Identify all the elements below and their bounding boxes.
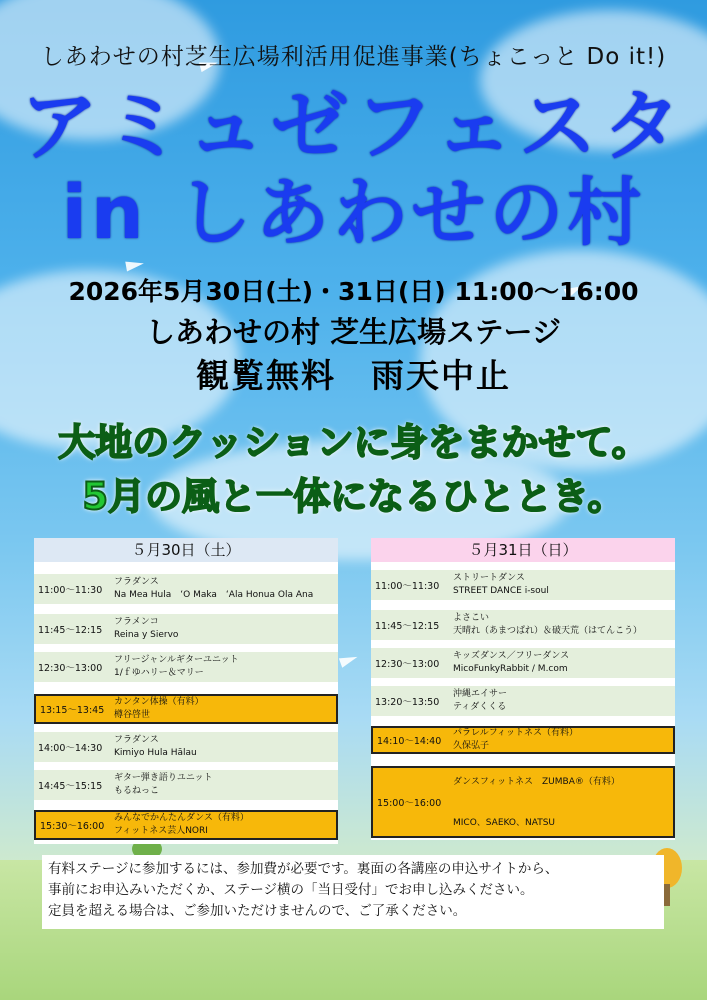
row-time: 14:45〜15:15 — [38, 781, 103, 792]
event-venue: しあわせの村 芝生広場ステージ — [146, 315, 561, 349]
schedule-day2 — [371, 538, 675, 840]
tree-trunk — [664, 884, 670, 906]
row-time: 15:30〜16:00 — [40, 821, 105, 832]
row-time: 14:10〜14:40 — [377, 736, 442, 747]
catchphrase-line1: 大地のクッションに身をまかせて。 — [58, 421, 649, 464]
row-time: 12:30〜13:00 — [375, 659, 440, 670]
row-act — [114, 696, 204, 722]
schedule-row — [371, 648, 675, 678]
schedule-row — [34, 732, 338, 762]
schedule-row-paid — [371, 726, 675, 754]
act-performer: STREET DANCE i-soul — [453, 586, 549, 596]
act-title: パラレルフィットネス（有料） — [453, 728, 578, 738]
act-title: フラメンコ — [114, 617, 159, 627]
row-act — [453, 768, 620, 836]
row-act — [114, 770, 213, 800]
act-title: ストリートダンス — [453, 573, 525, 583]
schedule-row — [34, 574, 338, 604]
schedule-row-paid — [34, 694, 338, 724]
row-act — [453, 610, 642, 640]
row-act — [453, 728, 578, 752]
act-performer: ティダくくる — [453, 702, 507, 712]
act-performer: Na Mea Hula ʻO Maka ʻAla Honua Ola Ana — [114, 590, 314, 600]
act-performer: もるねっこ — [114, 786, 160, 796]
notice-line: 有料ステージに参加するには、参加費が必要です。裏面の各講座の申込サイトから、 — [48, 861, 559, 877]
schedule-row — [371, 686, 675, 716]
act-performer: 1/ｆゆハリー＆マリー — [114, 668, 204, 678]
catchphrase-line2: 5月の風と一体になるひととき。 — [82, 475, 625, 518]
row-act — [453, 648, 569, 678]
act-performer: 天晴れ（あまつぱれ）＆破天荒（はてんこう） — [453, 626, 643, 636]
row-time: 12:30〜13:00 — [38, 663, 103, 674]
event-subtitle: しあわせの村芝生広場利活用促進事業(ちょこっと Do it!) — [40, 44, 667, 70]
row-act — [114, 614, 178, 644]
act-title: カンタン体操（有料） — [114, 697, 204, 707]
row-time: 14:00〜14:30 — [38, 743, 103, 754]
schedule-row — [34, 614, 338, 644]
event-title: アミュゼフェスタ — [20, 82, 687, 172]
paid-stage-notice — [42, 855, 664, 929]
row-time: 15:00〜16:00 — [377, 798, 442, 809]
act-title: フラダンス — [114, 577, 159, 587]
row-act — [114, 574, 313, 604]
paper-plane-icon — [125, 259, 144, 272]
act-title: みんなでかんたんダンス（有料） — [114, 813, 249, 823]
act-performer: 樽谷啓世 — [114, 710, 151, 720]
row-act — [114, 732, 197, 762]
act-performer: MICO、SAEKO、NATSU — [453, 818, 555, 828]
act-performer: Kimiyo Hula Hālau — [114, 748, 197, 758]
event-title-sub: in しあわせの村 — [61, 170, 646, 256]
act-performer: フィットネス芸人NORI — [114, 826, 208, 836]
paper-plane-icon — [339, 652, 359, 668]
row-time: 13:20〜13:50 — [375, 697, 440, 708]
act-title: ダンスフィットネス ZUMBA®（有料） — [453, 777, 620, 787]
act-title: よさこい — [453, 613, 490, 623]
act-title: 沖縄エイサー — [453, 689, 508, 699]
schedule-row — [34, 770, 338, 800]
event-admission: 観覧無料 雨天中止 — [196, 356, 511, 395]
act-title: フラダンス — [114, 735, 159, 745]
row-act — [453, 686, 507, 716]
act-title: フリージャンルギターユニット — [114, 655, 239, 665]
act-performer: Reina y Siervo — [114, 630, 179, 640]
notice-line: 定員を超える場合は、ご参加いただけませんので、ご了承ください。 — [48, 903, 467, 919]
notice-line: 事前にお申込みいただくか、ステージ横の「当日受付」でお申し込みください。 — [48, 882, 534, 898]
row-act — [453, 570, 549, 600]
schedule-row — [371, 570, 675, 600]
schedule-row — [34, 652, 338, 682]
schedule-row — [371, 610, 675, 640]
schedule-row-paid — [34, 810, 338, 840]
row-time: 11:00〜11:30 — [38, 585, 103, 596]
schedule-day1-header: ５月30日（土） — [34, 538, 338, 562]
row-time: 11:45〜12:15 — [38, 625, 103, 636]
act-performer: MicoFunkyRabbit / M.com — [453, 664, 568, 674]
act-title: キッズダンス／フリーダンス — [453, 651, 570, 661]
schedule-day1 — [34, 538, 338, 844]
row-time: 11:45〜12:15 — [375, 621, 440, 632]
schedule-row-paid — [371, 766, 675, 838]
act-performer: 久保弘子 — [453, 741, 490, 751]
act-title: ギター弾き語りユニット — [114, 773, 213, 783]
event-date-time: 2026年5月30日(土)・31日(日) 11:00〜16:00 — [68, 277, 639, 306]
schedule-day2-header: ５月31日（日） — [371, 538, 675, 562]
row-act — [114, 652, 239, 682]
row-act — [114, 812, 249, 838]
row-time: 11:00〜11:30 — [375, 581, 440, 592]
row-time: 13:15〜13:45 — [40, 705, 105, 716]
